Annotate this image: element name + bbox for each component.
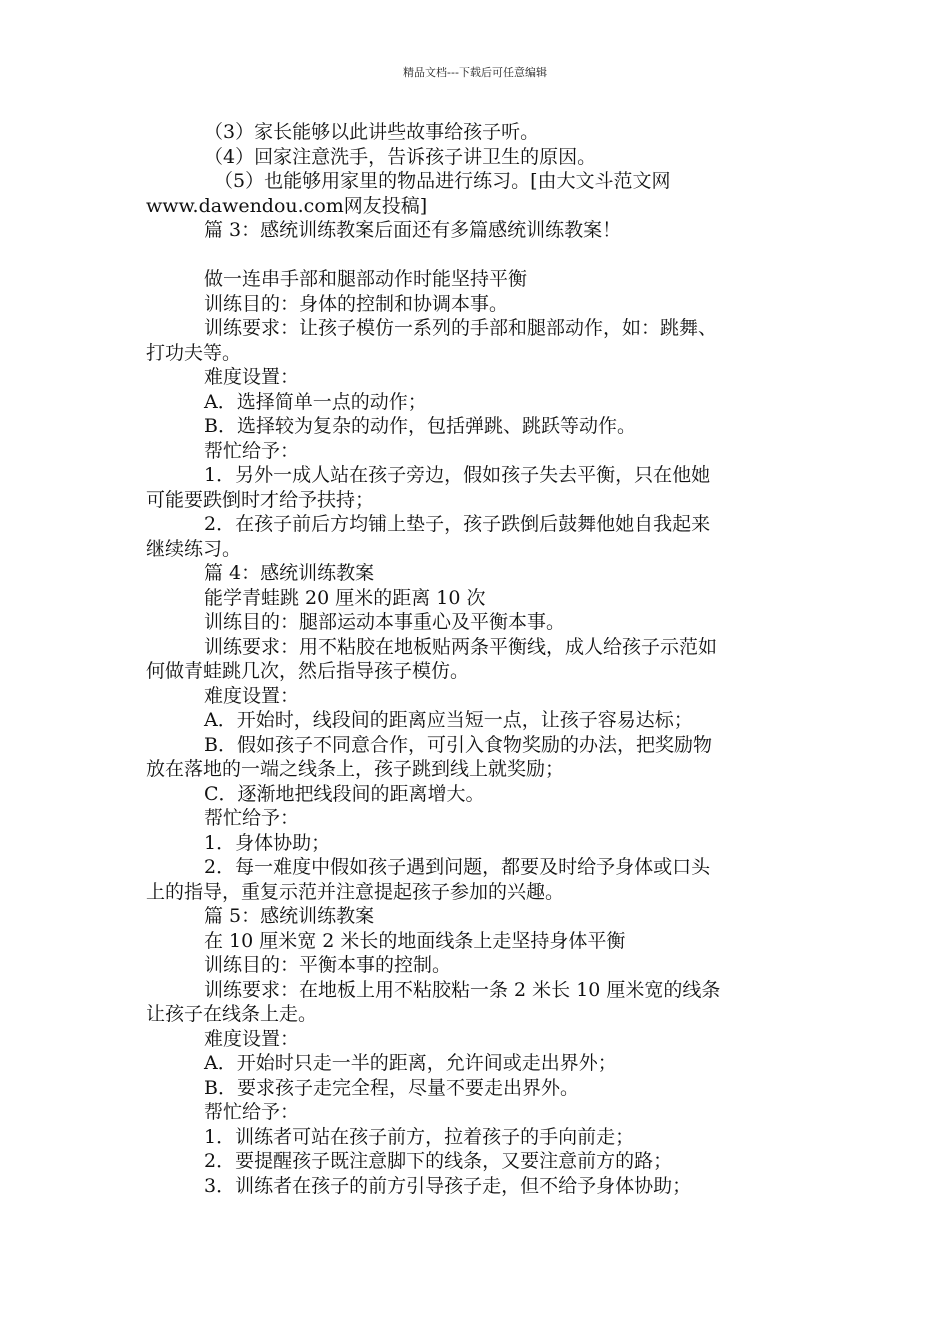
text-line: 3．训练者在孩子的前方引导孩子走，但不给予身体协助； [204, 1174, 692, 1197]
text-line: 继续练习。 [146, 537, 242, 560]
text-line: B．选择较为复杂的动作，包括弹跳、跳跃等动作。 [204, 415, 636, 437]
text-line: 训练目的：腿部运动本事重心及平衡本事。 [204, 611, 566, 633]
page-header: 精品文档---下载后可任意编辑 [403, 66, 547, 79]
text-line: 让孩子在线条上走。 [146, 1003, 318, 1025]
text-line: 做一连串手部和腿部动作时能坚持平衡 [204, 268, 528, 290]
text-line: 难度设置： [204, 684, 300, 707]
text-line: （5）也能够用家里的物品进行练习。[由大文斗范文网 [214, 170, 671, 192]
text-line: 可能要跌倒时才给予扶持； [146, 488, 375, 511]
text-line: 训练目的：平衡本事的控制。 [204, 954, 452, 976]
text-line: 难度设置： [204, 366, 300, 388]
text-line: 训练要求：用不粘胶在地板贴两条平衡线，成人给孩子示范如 [204, 635, 718, 658]
text-line: B．假如孩子不同意合作，可引入食物奖励的办法，把奖励物 [204, 733, 712, 756]
text-line: 2．要提醒孩子既注意脚下的线条，又要注意前方的路； [204, 1150, 673, 1172]
text-line: 难度设置： [204, 1027, 300, 1050]
text-line: 在 10 厘米宽 2 米长的地面线条上走坚持身体平衡 [204, 929, 626, 952]
text-line: 帮忙给予： [204, 1101, 300, 1123]
text-line: A．选择简单一点的动作； [204, 390, 427, 413]
text-line: B．要求孩子走完全程，尽量不要走出界外。 [204, 1076, 579, 1099]
text-line: 篇 5：感统训练教案 [204, 905, 375, 927]
text-line: www.dawendou.com网友投稿] [146, 194, 428, 217]
text-line: 训练要求：让孩子模仿一系列的手部和腿部动作，如：跳舞、 [204, 317, 718, 339]
text-line: 篇 3：感统训练教案后面还有多篇感统训练教案！ [204, 219, 622, 241]
text-line: （3）家长能够以此讲些故事给孩子听。 [204, 121, 540, 143]
text-line: A．开始时只走一半的距离，允许间或走出界外； [204, 1052, 617, 1074]
text-line: 训练要求：在地板上用不粘胶粘一条 2 米长 10 厘米宽的线条 [204, 978, 721, 1001]
text-line: 打功夫等。 [146, 341, 242, 364]
text-line: 1．另外一成人站在孩子旁边，假如孩子失去平衡，只在他她 [204, 464, 711, 486]
text-line: 篇 4：感统训练教案 [204, 562, 375, 584]
text-line: 上的指导，重复示范并注意提起孩子参加的兴趣。 [146, 880, 565, 903]
text-line: A．开始时，线段间的距离应当短一点，让孩子容易达标； [204, 709, 693, 731]
text-line: C．逐渐地把线段间的距离增大。 [204, 782, 485, 805]
text-line: 1．身体协助； [204, 831, 331, 854]
text-line: 何做青蛙跳几次，然后指导孩子模仿。 [146, 660, 470, 682]
text-line: 帮忙给予： [204, 439, 300, 462]
text-line: 能学青蛙跳 20 厘米的距离 10 次 [204, 586, 486, 609]
text-line: 2．每一难度中假如孩子遇到问题，都要及时给予身体或口头 [204, 856, 711, 878]
text-line: 帮忙给予： [204, 807, 300, 829]
text-line: 放在落地的一端之线条上，孩子跳到线上就奖励； [146, 758, 565, 780]
blank-line [146, 243, 810, 268]
text-line: 1．训练者可站在孩子前方，拉着孩子的手向前走； [204, 1125, 635, 1148]
text-line: 2．在孩子前后方均铺上垫子，孩子跌倒后鼓舞他她自我起来 [204, 513, 711, 535]
text-line: （4）回家注意洗手，告诉孩子讲卫生的原因。 [204, 145, 597, 168]
text-line: 训练目的：身体的控制和协调本事。 [204, 292, 509, 315]
document-body [146, 120, 810, 1198]
